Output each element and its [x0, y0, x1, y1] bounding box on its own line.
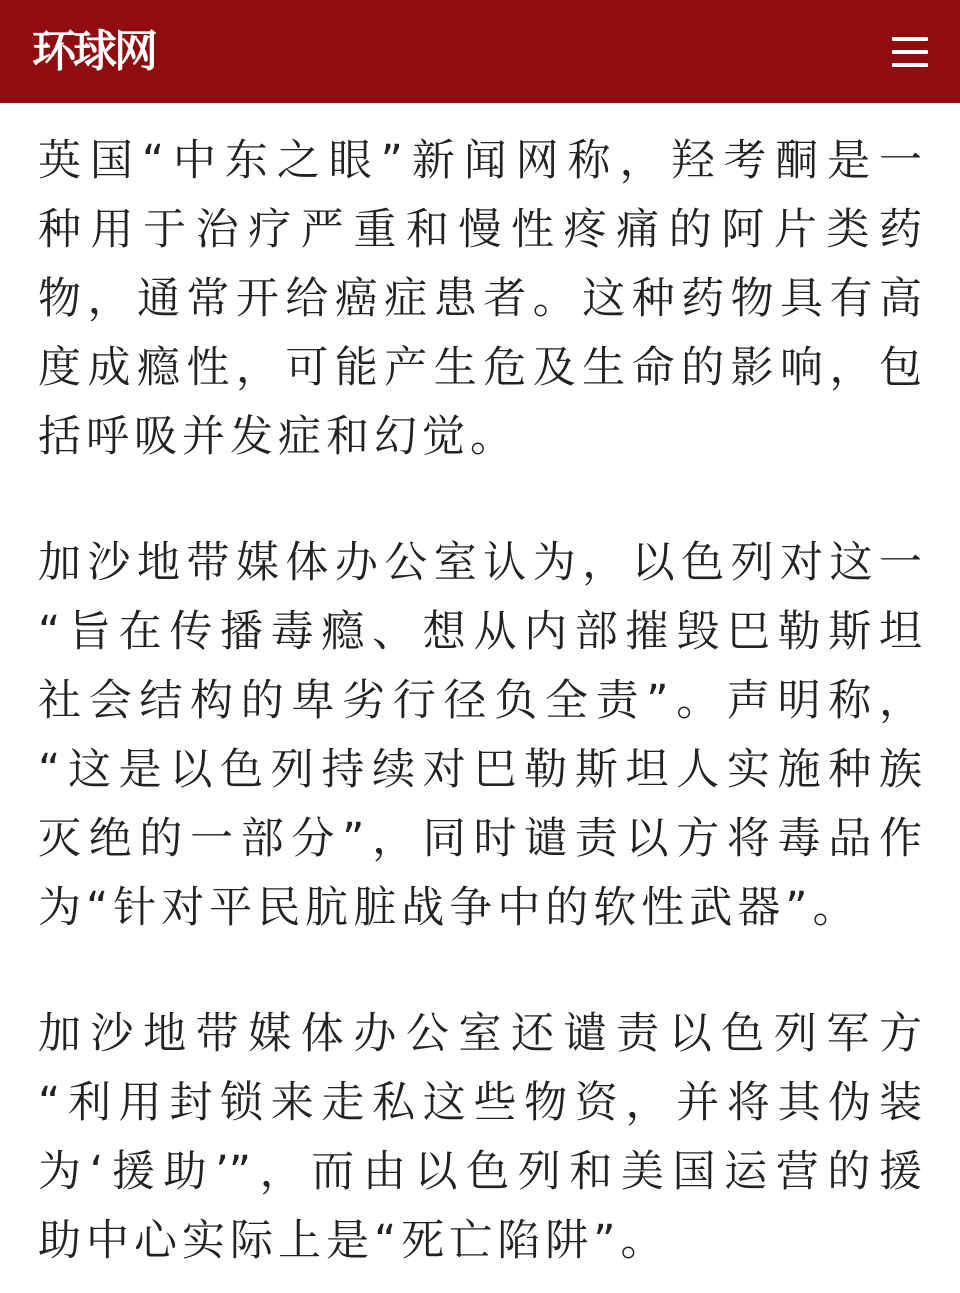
- text-line: 助中心实际上是“死亡陷阱”。: [38, 1216, 669, 1266]
- article-paragraph: [38, 127, 922, 472]
- menu-bar: [892, 63, 928, 67]
- text-line: 社会结构的卑劣行径负全责”。声明称，: [38, 676, 922, 726]
- menu-bar: [892, 37, 928, 41]
- text-line: “旨在传播毒瘾、想从内部摧毁巴勒斯坦: [38, 607, 922, 657]
- site-logo[interactable]: 环球网: [32, 26, 155, 77]
- site-header: [0, 0, 960, 103]
- text-line: 英国“中东之眼”新闻网称，羟考酮是一: [38, 136, 922, 186]
- text-line: 加沙地带媒体办公室还谴责以色列军方: [38, 1009, 922, 1059]
- menu-bar: [892, 50, 928, 54]
- text-line: 物，通常开给癌症患者。这种药物具有高: [38, 274, 922, 324]
- text-line: 度成瘾性，可能产生危及生命的影响，包: [38, 343, 922, 393]
- text-line: 为“针对平民肮脏战争中的软性武器”。: [38, 883, 861, 933]
- text-line: 灭绝的一部分”，同时谴责以方将毒品作: [38, 814, 922, 864]
- text-line: 种用于治疗严重和慢性疼痛的阿片类药: [38, 205, 922, 255]
- article-body: [38, 127, 922, 1276]
- text-line: “利用封锁来走私这些物资，并将其伪装: [38, 1078, 922, 1128]
- text-line: 为‘援助’”，而由以色列和美国运营的援: [38, 1147, 922, 1197]
- text-line: “这是以色列持续对巴勒斯坦人实施种族: [38, 745, 922, 795]
- hamburger-menu-icon[interactable]: [890, 33, 930, 71]
- article-paragraph: [38, 1000, 922, 1276]
- paragraph-spacer: [38, 943, 922, 1000]
- paragraph-spacer: [38, 472, 922, 529]
- text-line: 加沙地带媒体办公室认为，以色列对这一: [38, 538, 922, 588]
- text-line: 括呼吸并发症和幻觉。: [38, 412, 518, 462]
- article-paragraph: [38, 529, 922, 943]
